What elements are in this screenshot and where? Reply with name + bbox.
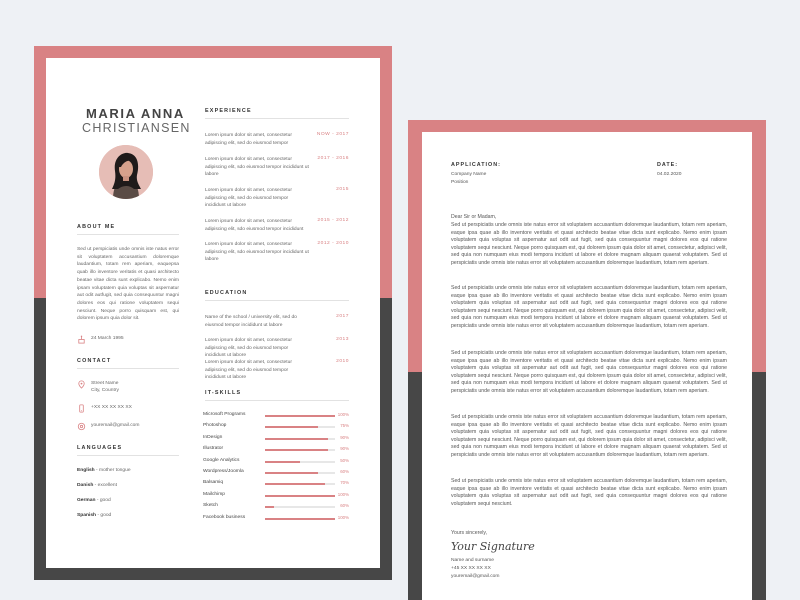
date-label: DATE: xyxy=(657,162,679,168)
skill-bar-fill xyxy=(265,506,274,508)
experience-year: 2015 xyxy=(336,187,349,192)
language-level: - good xyxy=(96,498,111,503)
email-row xyxy=(77,422,139,431)
skill-row xyxy=(203,435,349,443)
experience-text: Lorem ipsum dolor sit amet, consectetur adipiscing elit, sdo eiusmod tempor incididunt xyxy=(205,219,304,232)
education-title: EDUCATION xyxy=(205,290,248,296)
location-pin-icon xyxy=(77,380,86,389)
skill-name: Google Analytics xyxy=(203,457,240,463)
skill-name: Illustrator xyxy=(203,446,224,452)
education-text: Lorem ipsum dolor sit amet, consectetur adipiscing elit, sed do eiusmod tempor incididunt ut labore xyxy=(205,338,292,359)
resume-page-frame xyxy=(34,46,392,580)
skill-row xyxy=(203,492,349,500)
profile-photo xyxy=(99,145,153,199)
experience-item xyxy=(205,218,349,233)
skill-percent: 70% xyxy=(340,480,349,486)
email-text: youremail@gmail.com xyxy=(91,423,140,428)
experience-item xyxy=(205,241,349,264)
skill-row xyxy=(203,446,349,454)
letter-page-frame xyxy=(408,120,766,600)
language-level: - mother tongue xyxy=(96,468,131,473)
letter-paragraph: Sed ut perspiciatis unde omnis iste natus error sit voluptatem accusantium doloremque laudantium, totam rem aperiam, eaque ipsa quae ab illo inventore veritatis et quasi architecto beatae vitae dicta sunt explicabo. Nemo enim ipsam voluptatem quia voluptas sit aspernatur aut odit aut fugit, sed quia consequuntur magni dolores eos qui ratione voluptatem sequi nesciunt. Neque porro quisquam est, qui dolorem ipsum quia dolor sit amet, consectetur, adipisci velit, sed quia non numquam eius modi tempora incidunt ut labore et dolore magnam aliquam quaerat voluptatem. Sed ut perspiciatis unde omnis iste natus error sit voluptatem accusantium doloremque laudantium, totam rem aperiam. xyxy=(451,350,727,394)
street-text: Street Name xyxy=(91,381,119,386)
language-level: - excellent xyxy=(94,483,117,488)
signature-name: Name and surname xyxy=(451,558,494,563)
education-year: 2017 xyxy=(336,314,349,319)
skill-percent: 90% xyxy=(340,446,349,452)
experience-text: Lorem ipsum dolor sit amet, consectetur adipiscing elit, sed do eiusmod tempor xyxy=(205,133,292,146)
position-name: Position xyxy=(451,180,469,185)
skill-bar-track xyxy=(265,518,335,520)
about-text: Sed ut perspiciatis unde omnis iste natus error sit voluptatem accusantium doloremque laudantium, totam rem aperiam, eaquepsa quab illo inventore veritatis et quasi architecto beatae vitae dicta sunt explicabo. Nemo enim ipsam voluptatem quia voluptas sit aspernatur aut odit autfugit, sed quia consequuntur magni dolores eos qui ratione voluptatem sequi nesciunt. Neque porro quisquam est, qui dolorem ipsum quia dolor sit. xyxy=(77,247,179,322)
language-name: German xyxy=(77,498,96,503)
skill-name: Mailchimp xyxy=(203,491,226,497)
skill-bar-track xyxy=(265,461,335,463)
letter-sheet xyxy=(422,132,752,600)
skill-percent: 60% xyxy=(340,469,349,474)
language-item xyxy=(77,468,131,473)
education-item xyxy=(205,359,349,382)
city-text: City, Country xyxy=(91,388,119,393)
profile-photo-illustration xyxy=(99,145,153,199)
date-value: 04.02.2020 xyxy=(657,172,682,177)
languages-divider xyxy=(77,455,179,456)
education-item xyxy=(205,337,349,360)
skill-bar-fill xyxy=(265,461,300,463)
skill-bar-track xyxy=(265,506,335,508)
skill-row xyxy=(203,480,349,488)
skill-percent: 100% xyxy=(337,412,349,417)
resume-sheet xyxy=(46,58,380,568)
skill-percent: 60% xyxy=(340,503,349,509)
skill-row xyxy=(203,515,349,523)
language-item xyxy=(77,513,111,518)
phone-icon xyxy=(77,404,86,413)
skill-row xyxy=(203,503,349,511)
skill-bar-track xyxy=(265,483,335,485)
experience-text: Lorem ipsum dolor sit amet, consectetur adipiscing elit, sdo eiusmod tempor incididunt ut labore xyxy=(205,242,309,263)
experience-item xyxy=(205,156,349,179)
skill-bar-fill xyxy=(265,426,318,428)
experience-item xyxy=(205,132,349,147)
skill-bar-fill xyxy=(265,518,335,520)
skill-percent: 90% xyxy=(340,434,349,440)
letter-paragraph: Sed ut perspiciatis unde omnis iste natus error sit voluptatem accusantium doloremque laudantium, totam rem aperiam, eaque ipsa quae ab illo inventore veritatis et quasi architecto beatae vitae dicta sunt explicabo. Nemo enim ipsam voluptatem quia voluptas sit aspernatur aut odit aut fugit, sed quia consequuntur magni dolores eos qui ratione voluptatem sequi nesciunt. Neque porro quisquam est, qui dolorem ipsum quia dolor sit amet, consectetur, adipisci velit, sed quia non numquam eius modi tempora incidunt ut labore et dolore magnam aliquam quaerat voluptatem. Sed ut perspiciatis unde omnis iste natus error sit voluptatem accusantium doloremque laudantium, totam rem aperiam. xyxy=(451,414,727,458)
skill-name: Photoshop xyxy=(203,423,227,429)
address-text xyxy=(91,380,119,394)
skill-bar-fill xyxy=(265,495,335,497)
about-title: ABOUT ME xyxy=(77,224,116,230)
experience-text: Lorem ipsum dolor sit amet, consectetur adipiscing elit, sdo eiusmod tempor incididunt ut labore xyxy=(205,157,309,178)
letter-paragraph: Sed ut perspiciatis unde omnis iste natus error sit voluptatem accusantium doloremque laudantium, totam rem aperiam, eaque ipsa quae ab illo inventore veritatis et quasi architecto beatae vitae dicta sunt explicabo. Nemo enim ipsam voluptatem quia voluptas sit aspernatur aut odit aut fugit, sed quia consequuntur magni dolores eos qui ratione voluptatem sequi nesciunt. Neque porro quisquam est, qui dolorem ipsum quia dolor sit amet, consectetur, adipisci velit, sed quia non numquam eius modi tempora incidunt ut labore et dolore magnam aliquam quaerat voluptatem. Sed ut perspiciatis unde omnis iste natus error sit voluptatem accusantium doloremque laudantium, totam rem aperiam. xyxy=(451,222,727,266)
address-row xyxy=(77,380,119,394)
experience-year: 2012 - 2010 xyxy=(317,241,349,246)
letter-paragraph: Sed ut perspiciatis unde omnis iste natus error sit voluptatem accusantium doloremque laudantium, totam rem aperiam, eaque ipsa quae ab illo inventore veritatis et quasi architecto beatae vitae dicta sunt explicabo. Nemo enim ipsam voluptatem quia voluptas sit aspernatur aut odit aut fugit, sed quia consequuntur magni dolores eos qui ratione voluptatem sequi nesciunt. xyxy=(451,478,727,507)
skill-bar-fill xyxy=(265,415,335,417)
experience-text: Lorem ipsum dolor sit amet, consectetur adipiscing elit, sed do eiusmod tempor incididunt ut labore xyxy=(205,188,292,209)
skill-bar-track xyxy=(265,415,335,417)
skill-name: Microsoft Programs xyxy=(203,412,246,417)
language-item xyxy=(77,483,117,488)
skill-bar-fill xyxy=(265,483,325,485)
language-name: Danish xyxy=(77,483,94,488)
skill-name: Balsamiq xyxy=(203,480,224,486)
skill-row xyxy=(203,423,349,431)
letter-greeting: Dear Sir or Madam, xyxy=(451,214,497,220)
contact-divider xyxy=(77,368,179,369)
skill-bar-track xyxy=(265,495,335,497)
skill-bar-track xyxy=(265,472,335,474)
education-text: Lorem ipsum dolor sit amet, consectetur adipiscing elit, sed do eiusmod tempor incididunt ut labore xyxy=(205,360,292,381)
experience-year: 2015 - 2012 xyxy=(317,218,349,223)
signature-phone: +45 XX XX XX XX xyxy=(451,566,491,571)
resume-first-name: MARIA ANNA xyxy=(86,106,185,121)
education-item xyxy=(205,314,349,329)
skill-name: Facebook business xyxy=(203,514,246,520)
signature-email: youremail@gmail.com xyxy=(451,574,500,579)
skill-name: Sketch xyxy=(203,503,218,509)
skill-row xyxy=(203,412,349,420)
company-name: Company Name xyxy=(451,172,487,177)
skill-name: Wordpress/Joomla xyxy=(203,469,244,474)
languages-title: LANGUAGES xyxy=(77,445,123,451)
skill-bar-track xyxy=(265,449,335,451)
education-year: 2013 xyxy=(336,337,349,342)
skills-divider xyxy=(205,400,349,401)
phone-row xyxy=(77,404,132,413)
experience-divider xyxy=(205,118,349,119)
skill-percent: 75% xyxy=(340,423,349,429)
skill-bar-track xyxy=(265,438,335,440)
skill-percent: 100% xyxy=(337,491,349,497)
language-name: Spanish xyxy=(77,513,97,518)
experience-year: 2017 - 2016 xyxy=(317,156,349,161)
skill-bar-track xyxy=(265,426,335,428)
experience-title: EXPERIENCE xyxy=(205,108,252,114)
letter-paragraph: Sed ut perspiciatis unde omnis iste natus error sit voluptatem accusantium doloremque laudantium, totam rem aperiam, eaque ipsa quae ab illo inventore veritatis et quasi architecto beatae vitae dicta sunt explicabo. Nemo enim ipsam voluptatem quia voluptas sit aspernatur aut odit aut fugit, sed quia consequuntur magni dolores eos qui ratione voluptatem sequi nesciunt. Neque porro quisquam est, qui dolorem ipsum quia dolor sit amet, consectetur, adipisci velit, sed quia non numquam eius modi tempora incidunt ut labore et dolore magnam aliquam quaerat voluptatem. Sed ut perspiciatis unde omnis iste natus error sit voluptatem accusantium doloremque laudantium, totam rem aperiam. xyxy=(451,285,727,329)
application-label: APPLICATION: xyxy=(451,162,501,168)
skill-row xyxy=(203,469,349,477)
skill-row xyxy=(203,458,349,466)
resume-last-name: CHRISTIANSEN xyxy=(82,121,191,135)
email-at-icon xyxy=(77,422,86,431)
education-divider xyxy=(205,300,349,301)
experience-year: NOW - 2017 xyxy=(316,132,349,137)
skill-name: InDesign xyxy=(203,434,223,440)
language-name: English xyxy=(77,468,95,473)
language-level: - good xyxy=(97,513,112,518)
letter-closing: Yours sincerely, xyxy=(451,530,488,536)
phone-text: +XX XX XX XX XX xyxy=(91,405,132,410)
contact-title: CONTACT xyxy=(77,358,112,364)
about-divider xyxy=(77,234,179,235)
cake-icon xyxy=(77,335,86,344)
experience-item xyxy=(205,187,349,210)
skill-bar-fill xyxy=(265,472,318,474)
skills-title: IT-SKILLS xyxy=(205,390,242,396)
birthday-row xyxy=(77,335,124,344)
skill-percent: 50% xyxy=(340,457,349,463)
education-text: Name of the school / university elit, sed do eiusmod tempor incididunt ut labore xyxy=(205,315,297,328)
skill-percent: 100% xyxy=(337,514,349,520)
education-year: 2010 xyxy=(336,359,349,364)
skill-bar-fill xyxy=(265,449,328,451)
language-item xyxy=(77,498,111,503)
skill-bar-fill xyxy=(265,438,328,440)
signature-text: Your Signature xyxy=(451,540,535,553)
birthday-text: 24 March 1995 xyxy=(91,336,124,341)
